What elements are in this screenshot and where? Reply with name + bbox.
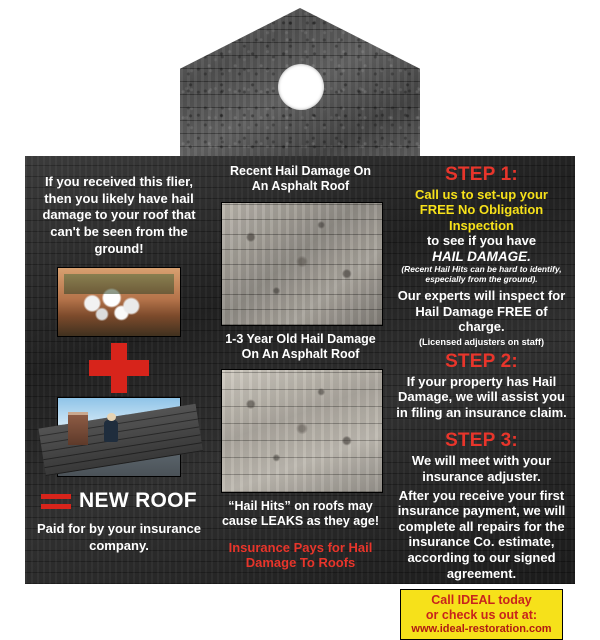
step-1-body: Our experts will inspect for Hail Damage FREE of charge. (397, 287, 566, 335)
website-url[interactable]: www.ideal-restoration.com (411, 622, 552, 635)
step-2-heading: STEP 2: (445, 350, 518, 372)
step-2-body: If your property has Hail Damage, we will assist you in filing an insurance claim. (396, 373, 567, 420)
cta-line-2: or check us out at: (425, 607, 538, 622)
caption-hail-hits-leaks: “Hail Hits” on roofs may cause LEAKS as they age! (221, 499, 379, 529)
step-1-fine-print: (Recent Hail Hits can be hard to identify, especially from the ground). (401, 264, 562, 284)
step-1-white-text: to see if you have (426, 232, 537, 248)
roofer-on-asphalt-roof-photo (57, 397, 181, 477)
intro-text: If you received this flier, then you likely have hail damage to your roof that can't be seen from the ground! (42, 174, 196, 256)
step-3-body-continued: After you receive your first insurance payment, we will complete all repairs for the insurance Co. estimate, according to our signed agreement. (397, 487, 566, 581)
new-roof-label: NEW ROOF (79, 489, 197, 513)
middle-column (213, 156, 388, 584)
flier-body (25, 156, 575, 635)
equals-new-roof-row (37, 489, 201, 513)
insurance-pays-note: Insurance Pays for Hail Damage To Roofs (228, 539, 373, 571)
caption-recent-hail-damage: Recent Hail Damage On An Asphalt Roof (229, 164, 371, 194)
step-1-licensed-note: (Licensed adjusters on staff) (418, 336, 545, 347)
plus-icon (89, 343, 149, 393)
step-1-hail-damage-emphasis: HAIL DAMAGE. (432, 248, 531, 264)
roof-plane (38, 404, 202, 477)
step-1-yellow-text: Call us to set-up your FREE No Obligation Inspection (415, 187, 548, 233)
step-1-heading: STEP 1: (445, 164, 518, 185)
right-column (388, 156, 575, 635)
hail-hit-marks-overlay (222, 370, 382, 492)
cta-line-1: Call IDEAL today (431, 593, 532, 608)
paid-by-insurance-text: Paid for by your insurance company. (37, 521, 201, 554)
aged-hail-damage-shingle-photo (221, 369, 383, 493)
left-column (25, 156, 213, 584)
hands-holding-hailstones-photo (57, 267, 181, 337)
recent-hail-damage-shingle-photo (221, 202, 383, 326)
call-to-action-box[interactable] (400, 589, 563, 640)
hail-hit-marks-overlay (222, 203, 382, 325)
door-hanger-top (180, 8, 420, 160)
step-3-body: We will meet with your insurance adjuster. (411, 453, 552, 485)
doorknob-hole (278, 64, 324, 110)
roofer-figure (104, 420, 118, 442)
step-3-heading: STEP 3: (445, 430, 518, 452)
caption-old-hail-damage: 1-3 Year Old Hail Damage On An Asphalt Roof (225, 331, 376, 361)
equals-icon (41, 492, 71, 510)
chimney (68, 412, 88, 445)
